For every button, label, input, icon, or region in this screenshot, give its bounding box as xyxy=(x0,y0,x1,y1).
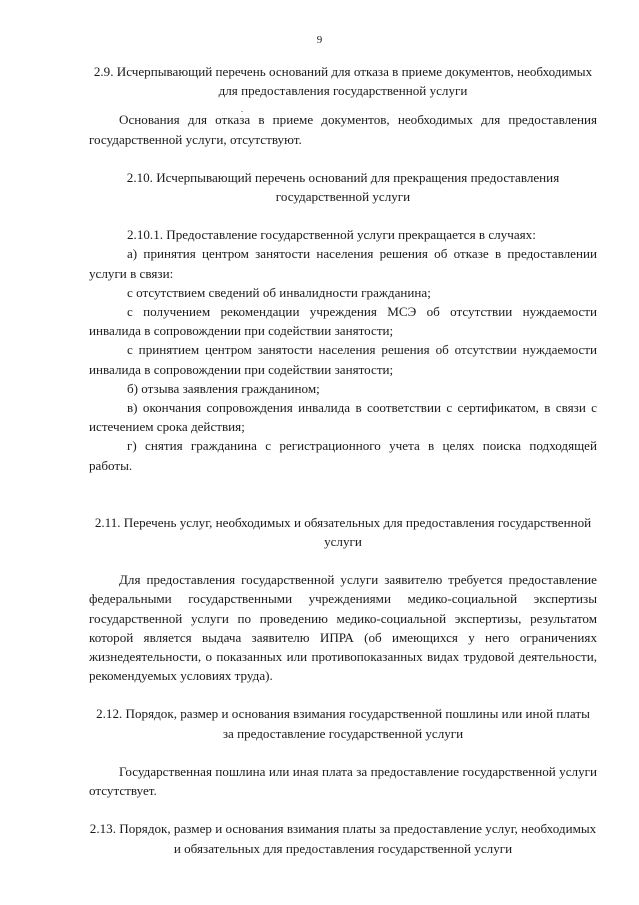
list-item: б) отзыва заявления гражданином; xyxy=(127,380,320,396)
section-heading: 2.9. Исчерпывающий перечень оснований для отказа в приеме документов, необходимых для предоставления государственной услуги xyxy=(93,64,593,99)
section-2-12 xyxy=(89,704,597,800)
paragraph: 2.10.1. Предоставление государственной услуги прекращается в случаях: xyxy=(127,227,536,243)
list-item: г) снятия гражданина с регистрационного учета в целях поиска подходящей работы. xyxy=(89,438,597,473)
section-heading: 2.13. Порядок, размер и основания взимания платы за предоставление услуг, необходимых и обязательных для предоставления государственной услуги xyxy=(89,821,597,856)
section-heading: 2.12. Порядок, размер и основания взимания государственной пошлины или иной платы за предоставление государственной услуги xyxy=(96,706,590,741)
section-2-10 xyxy=(89,168,597,475)
list-item: с принятием центром занятости населения решения об отсутствии нуждаемости инвалида в сопровождении при содействии занятости; xyxy=(89,342,597,377)
list-item: с получением рекомендации учреждения МСЭ об отсутствии нуждаемости инвалида в сопровождении при содействии занятости; xyxy=(89,304,597,339)
list-item: а) принятия центром занятости населения решения об отказе в предоставлении услуги в связи: xyxy=(89,246,597,281)
paragraph: Для предоставления государственной услуги заявителю требуется предоставление федеральными государственными учреждениями медико-социальной экспертизы государственной услуги по проведению медико-социальной экспертизы, результатом которой является выдача заявителю ИПРА (об имеющихся у него ограничениях жизнедеятельности, о показанных или противопоказанных видах трудовой деятельности, рекомендуемых условиях труда). xyxy=(89,572,597,684)
page-number: 9 xyxy=(316,34,323,46)
section-2-9 xyxy=(89,62,597,149)
paragraph: Государственная пошлина или иная плата за предоставление государственной услуги отсутствует. xyxy=(89,763,597,799)
section-2-11 xyxy=(89,513,597,686)
section-2-13 xyxy=(89,819,597,857)
section-heading: 2.11. Перечень услуг, необходимых и обязательных для предоставления государственной услуги xyxy=(94,514,592,550)
document-body xyxy=(89,62,597,858)
section-heading: 2.10. Исчерпывающий перечень оснований для прекращения предоставления государственной услуги xyxy=(126,169,560,205)
stray-mark: . xyxy=(241,105,243,115)
list-item: в) окончания сопровождения инвалида в соответствии с сертификатом, в связи с истечением срока действия; xyxy=(89,400,597,435)
paragraph: Основания для отказа в приеме документов, необходимых для предоставления государственной услуги, отсутствуют. xyxy=(89,112,597,147)
list-item: с отсутствием сведений об инвалидности гражданина; xyxy=(127,284,431,300)
